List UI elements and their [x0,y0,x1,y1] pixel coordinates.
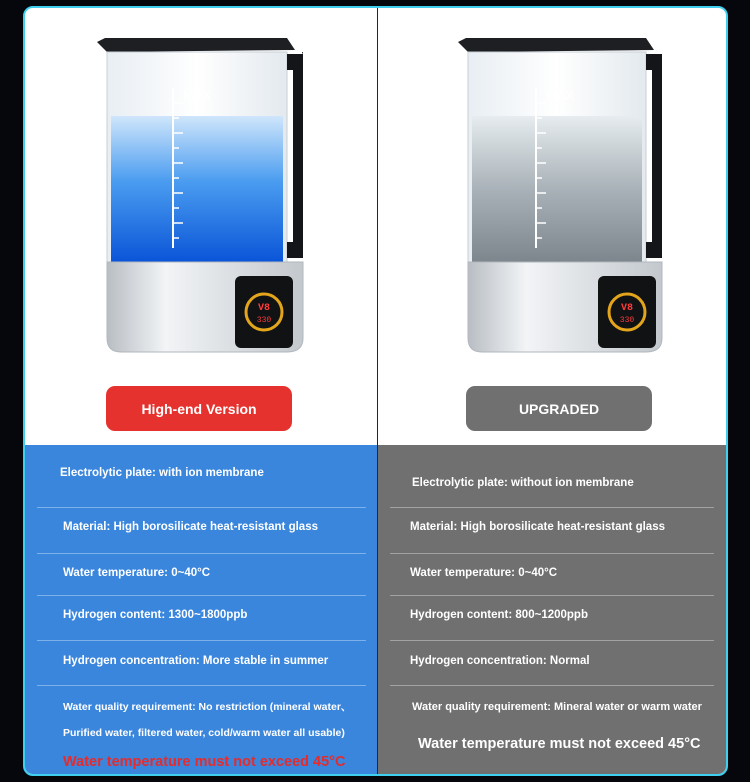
spec-row: Hydrogen content: 800~1200ppb [410,609,588,621]
right-column [378,8,726,774]
left-spec-panel [25,445,378,776]
water [472,116,642,262]
spec-row: Purified water, filtered water, cold/warm water all usable) [63,727,345,739]
right-kettle-illustration [378,8,726,378]
temperature-warning: Water temperature must not exceed 45°C [418,736,701,752]
svg-text:330: 330 [619,316,635,325]
max-label: MAX [183,88,212,103]
spec-row: Hydrogen concentration: More stable in summer [63,655,329,667]
spec-row: Water temperature: 0~40°C [63,567,211,579]
left-kettle-illustration [25,8,378,378]
spec-row: Water quality requirement: No restriction (mineral water、 [63,701,352,713]
right-product-image [378,8,726,445]
left-product-image [25,8,378,445]
right-spec-panel [378,445,726,776]
lid [97,38,295,52]
svg-text:V8: V8 [257,303,271,314]
svg-text:V8: V8 [620,303,634,314]
handle [646,54,662,258]
svg-text:330: 330 [256,316,272,325]
spec-row: Water temperature: 0~40°C [410,567,558,579]
temperature-warning: Water temperature must not exceed 45°C [63,754,346,770]
spec-row: Electrolytic plate: without ion membrane [412,477,634,489]
spec-row: Electrolytic plate: with ion membrane [60,467,264,479]
spec-row: Hydrogen content: 1300~1800ppb [63,609,248,621]
spec-row: Water quality requirement: Mineral water or warm water [412,701,702,713]
handle [287,52,303,258]
spec-row: Hydrogen concentration: Normal [410,655,590,667]
water [111,116,283,262]
left-column [25,8,378,774]
lid [458,38,654,52]
upgraded-badge: UPGRADED [466,386,652,431]
spec-row: Material: High borosilicate heat-resistant glass [63,521,318,533]
max-label: MAX [546,88,575,103]
high-end-badge: High-end Version [106,386,292,431]
comparison-frame [23,6,728,776]
spec-row: Material: High borosilicate heat-resistant glass [410,521,665,533]
